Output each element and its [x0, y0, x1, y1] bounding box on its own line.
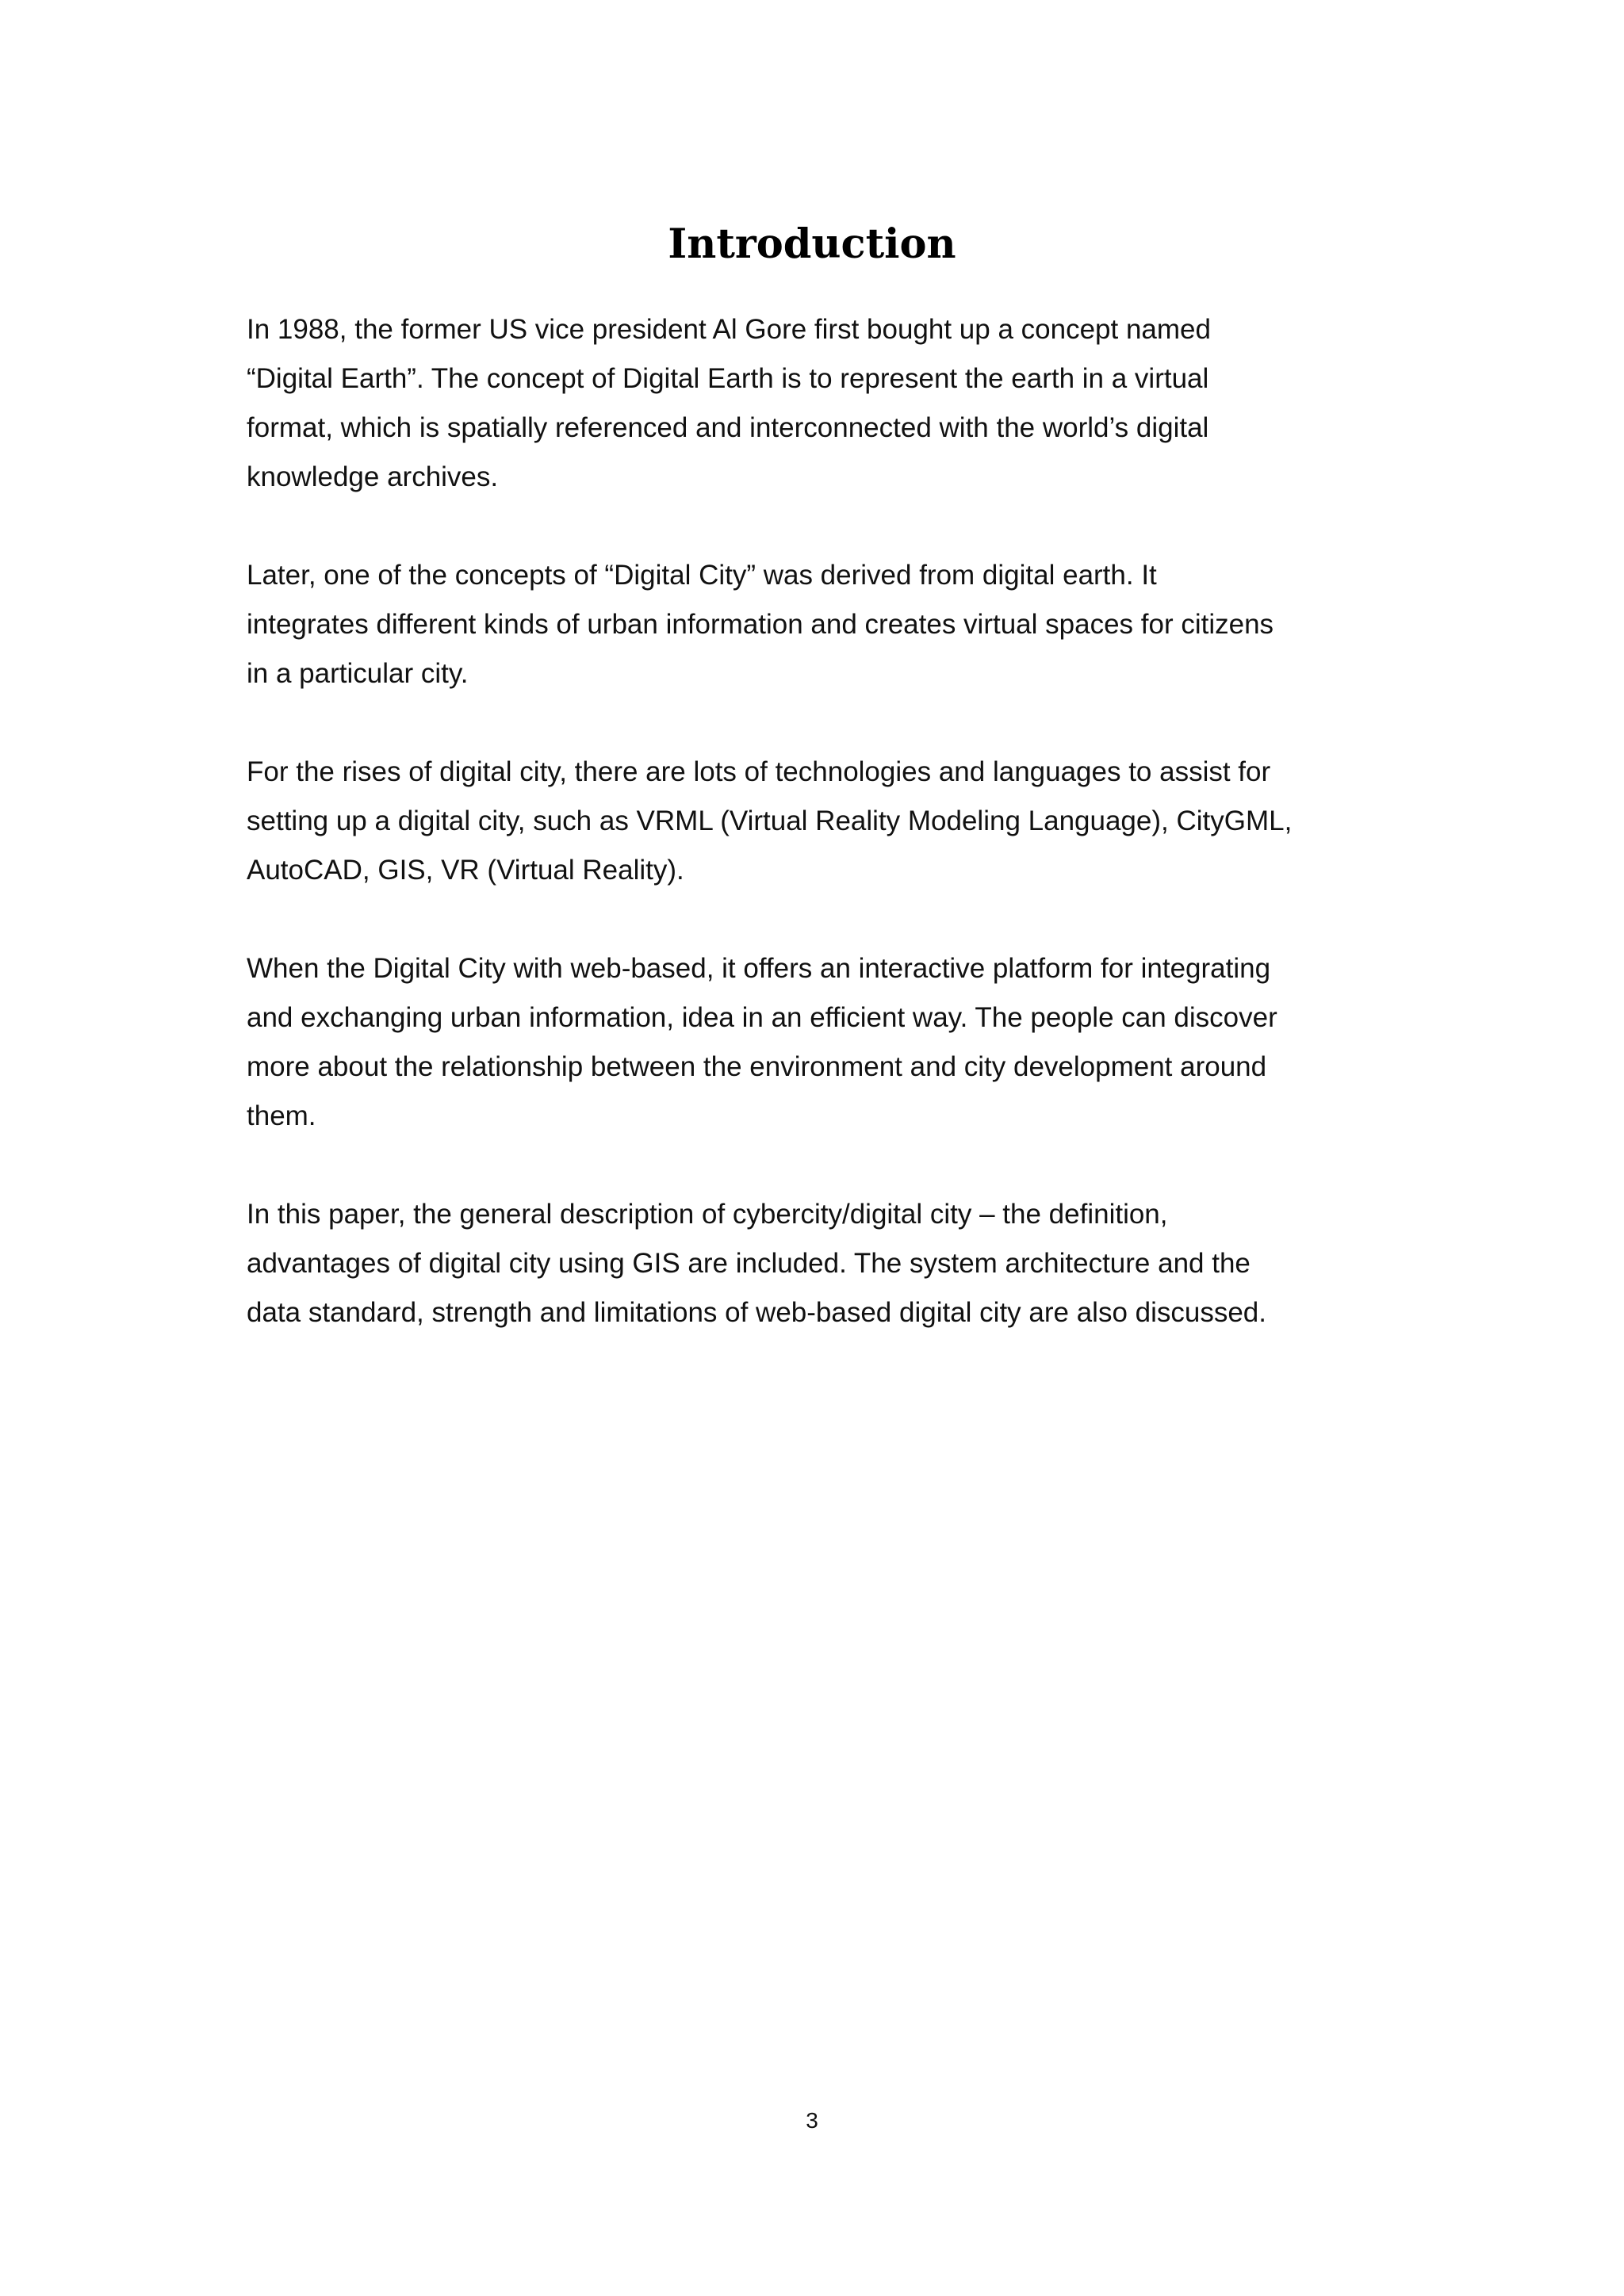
text-line: integrates different kinds of urban information and creates virtual spaces for citizens	[247, 609, 1274, 640]
text-line: knowledge archives.	[247, 461, 499, 492]
page-title: Introduction	[668, 220, 956, 268]
text-line: For the rises of digital city, there are lots of technologies and languages to assist for	[247, 756, 1271, 787]
text-line: Later, one of the concepts of “Digital City” was derived from digital earth. It	[247, 560, 1157, 591]
text-line: data standard, strength and limitations of web-based digital city are also discussed.	[247, 1297, 1266, 1328]
text-line: “Digital Earth”. The concept of Digital Earth is to represent the earth in a virtual	[247, 363, 1209, 394]
text-line: AutoCAD, GIS, VR (Virtual Reality).	[247, 855, 684, 886]
paragraph-1	[247, 305, 1388, 502]
text-line: In this paper, the general description of cybercity/digital city – the definition,	[247, 1199, 1168, 1230]
text-line: When the Digital City with web-based, it offers an interactive platform for integrating	[247, 953, 1271, 984]
text-line: advantages of digital city using GIS are included. The system architecture and the	[247, 1248, 1251, 1279]
body-text	[247, 305, 1388, 1387]
text-line: in a particular city.	[247, 658, 469, 689]
text-line: more about the relationship between the environment and city development around	[247, 1051, 1267, 1082]
paragraph-5	[247, 1190, 1388, 1337]
text-line: format, which is spatially referenced and interconnected with the world’s digital	[247, 412, 1209, 443]
text-line: setting up a digital city, such as VRML (Virtual Reality Modeling Language), CityGML,	[247, 806, 1293, 836]
text-line: them.	[247, 1100, 316, 1131]
text-line: and exchanging urban information, idea in an efficient way. The people can discover	[247, 1002, 1277, 1033]
paragraph-2	[247, 551, 1388, 698]
text-line: In 1988, the former US vice president Al Gore first bought up a concept named	[247, 314, 1211, 345]
paragraph-4	[247, 944, 1388, 1141]
page-number: 3	[806, 2108, 818, 2133]
paragraph-3	[247, 748, 1388, 895]
